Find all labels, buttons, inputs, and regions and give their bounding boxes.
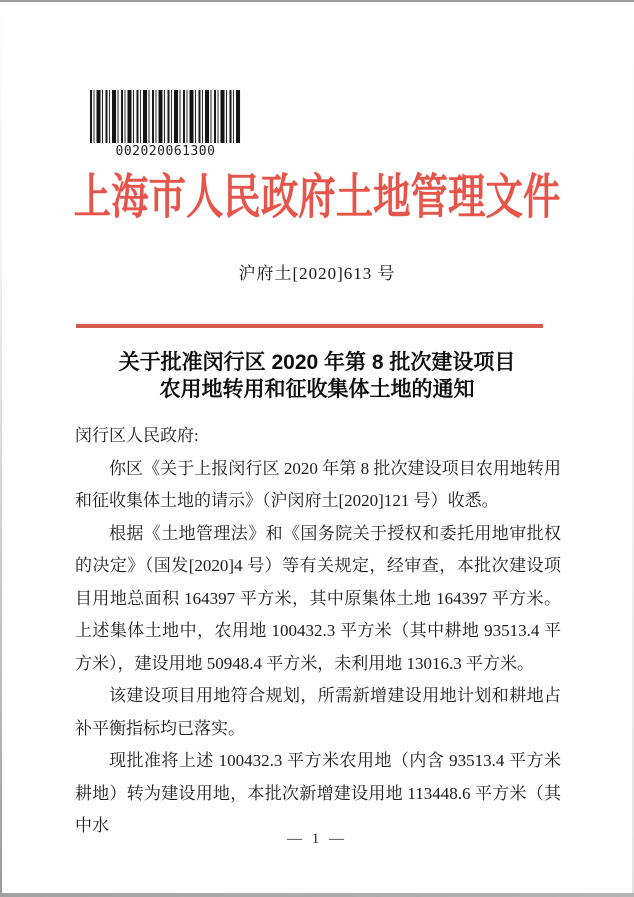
document-number: 沪府土[2020]613 号 (238, 264, 396, 283)
scan-edge-top (0, 0, 634, 2)
notice-title (0, 349, 634, 403)
notice-title-line1: 关于批准闵行区 2020 年第 8 批次建设项目 (118, 351, 516, 374)
barcode-number: 002020061300 (115, 144, 216, 159)
body-paragraph: 现批准将上述 100432.3 平方米农用地（内含 93513.4 平方米耕地）转为建设用地，本批次新增建设用地 113448.6 平方米（其中水 (75, 751, 561, 835)
masthead-title: 上海市人民政府土地管理文件 (73, 171, 561, 224)
red-divider-rule (76, 324, 543, 328)
body-paragraph: 该建设项目用地符合规划，所需新增建设用地计划和耕地占补平衡指标均已落实。 (75, 686, 561, 738)
body-text (75, 420, 561, 843)
salutation: 闵行区人民政府: (75, 426, 199, 445)
body-paragraph: 你区《关于上报闵行区 2020 年第 8 批次建设项目农用地转用和征收集体土地的请示》（沪闵府土[2020]121 号）收悉。 (75, 458, 561, 510)
scan-edge-bottom (0, 893, 634, 897)
barcode-block (90, 90, 241, 159)
barcode (90, 90, 241, 143)
notice-title-line2: 农用地转用和征收集体土地的通知 (159, 378, 475, 401)
scan-edge-left (0, 0, 2, 897)
page-number: — 1 — (287, 831, 347, 847)
body-paragraph: 根据《土地管理法》和《国务院关于授权和委托用地审批权的决定》（国发[2020]4 号）等有关规定，经审查，本批次建设项目用地总面积 164397 平方米，其中原集体土地 164397 平方米。上述集体土地中，农用地 100432.3 平方米（其中耕地 93513.4 平方米），建设用地 50948.4 平方米，未利用地 13016.3 平方米。 (75, 523, 561, 673)
